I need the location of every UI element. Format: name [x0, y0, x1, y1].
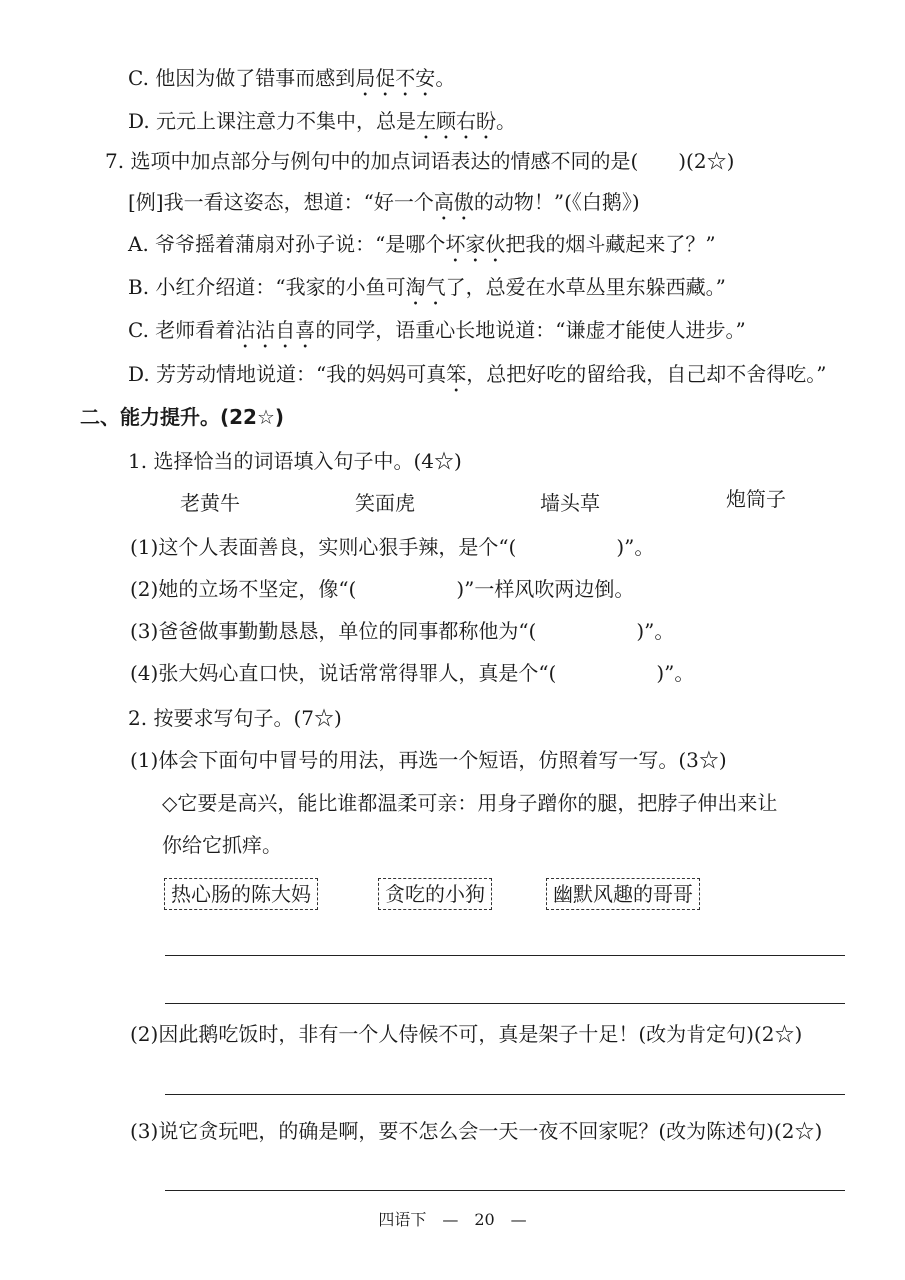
s2-q2-part-2: (2)因此鹅吃饭时，非有一个人侍候不可，真是架子十足！(改为肯定句)(2☆) [130, 1022, 803, 1046]
q7-example: [例]我一看这姿态，想道：“好一个高傲的动物！”(《白鹅》) [128, 190, 640, 214]
q6-option-c-emphasis: 局促不安 [355, 66, 436, 90]
word-choice-4: 炮筒子 [726, 487, 786, 511]
q7-option-c-emphasis: 沾沾自喜 [235, 318, 316, 342]
s2-q1-sentence-3: (3)爸爸做事勤勤恳恳，单位的同事都称他为“( )”。 [130, 619, 675, 643]
page-footer: 四语下 — 20 — [378, 1210, 527, 1229]
q7-option-a-emphasis: 坏家伙 [445, 232, 506, 256]
answer-line-3[interactable] [165, 1094, 845, 1095]
q7-option-c: C. 老师看着沾沾自喜的同学，语重心长地说道：“谦虚才能使人进步。” [128, 318, 746, 342]
phrase-box-1: 热心肠的陈大妈 [164, 878, 318, 910]
s2-q2-part-3: (3)说它贪玩吧，的确是啊，要不怎么会一天一夜不回家呢？(改为陈述句)(2☆) [130, 1119, 823, 1143]
q7-option-b: B. 小红介绍道：“我家的小鱼可淘气了，总爱在水草丛里东躲西藏。” [128, 275, 726, 299]
section-2-title: 二、能力提升。(22☆) [80, 405, 285, 429]
q7-option-d-emphasis: 笨 [446, 362, 467, 386]
word-choice-2: 笑面虎 [355, 491, 415, 515]
phrase-box-2: 贪吃的小狗 [378, 878, 492, 910]
s2-q1-sentence-1: (1)这个人表面善良，实则心狠手辣，是个“( )”。 [130, 535, 655, 559]
s2-q2-part-1: (1)体会下面句中冒号的用法，再选一个短语，仿照着写一写。(3☆) [130, 748, 727, 772]
answer-line-4[interactable] [165, 1190, 845, 1191]
q7-option-b-emphasis: 淘气 [405, 275, 446, 299]
word-choice-1: 老黄牛 [180, 491, 240, 515]
s2-q2-example-line-2: 你给它抓痒。 [162, 833, 282, 857]
s2-q1-sentence-2: (2)她的立场不坚定，像“( )”一样风吹两边倒。 [130, 577, 635, 601]
q6-option-d-emphasis: 左顾右盼 [416, 109, 497, 133]
s2-q1-sentence-4: (4)张大妈心直口快，说话常常得罪人，真是个“( )”。 [130, 661, 695, 685]
s2-q1-stem: 1. 选择恰当的词语填入句子中。(4☆) [128, 449, 462, 473]
q6-option-c: C. 他因为做了错事而感到局促不安。 [128, 66, 456, 90]
s2-q2-stem: 2. 按要求写句子。(7☆) [128, 706, 342, 730]
q6-option-d: D. 元元上课注意力不集中，总是左顾右盼。 [128, 109, 517, 133]
s2-q2-example-line-1: ◇它要是高兴，能比谁都温柔可亲：用身子蹭你的腿，把脖子伸出来让 [162, 791, 778, 815]
phrase-box-3: 幽默风趣的哥哥 [546, 878, 700, 910]
q7-option-a: A. 爷爷摇着蒲扇对孙子说：“是哪个坏家伙把我的烟斗藏起来了？” [128, 232, 716, 256]
word-choice-3: 墙头草 [540, 491, 600, 515]
answer-line-2[interactable] [165, 1003, 845, 1004]
q7-stem: 7. 选项中加点部分与例句中的加点词语表达的情感不同的是( )(2☆) [105, 149, 735, 173]
q7-example-emphasis: 高傲 [433, 190, 474, 214]
answer-line-1[interactable] [165, 955, 845, 956]
q7-option-d: D. 芳芳动情地说道：“我的妈妈可真笨，总把好吃的留给我，自己却不舍得吃。” [128, 362, 827, 386]
